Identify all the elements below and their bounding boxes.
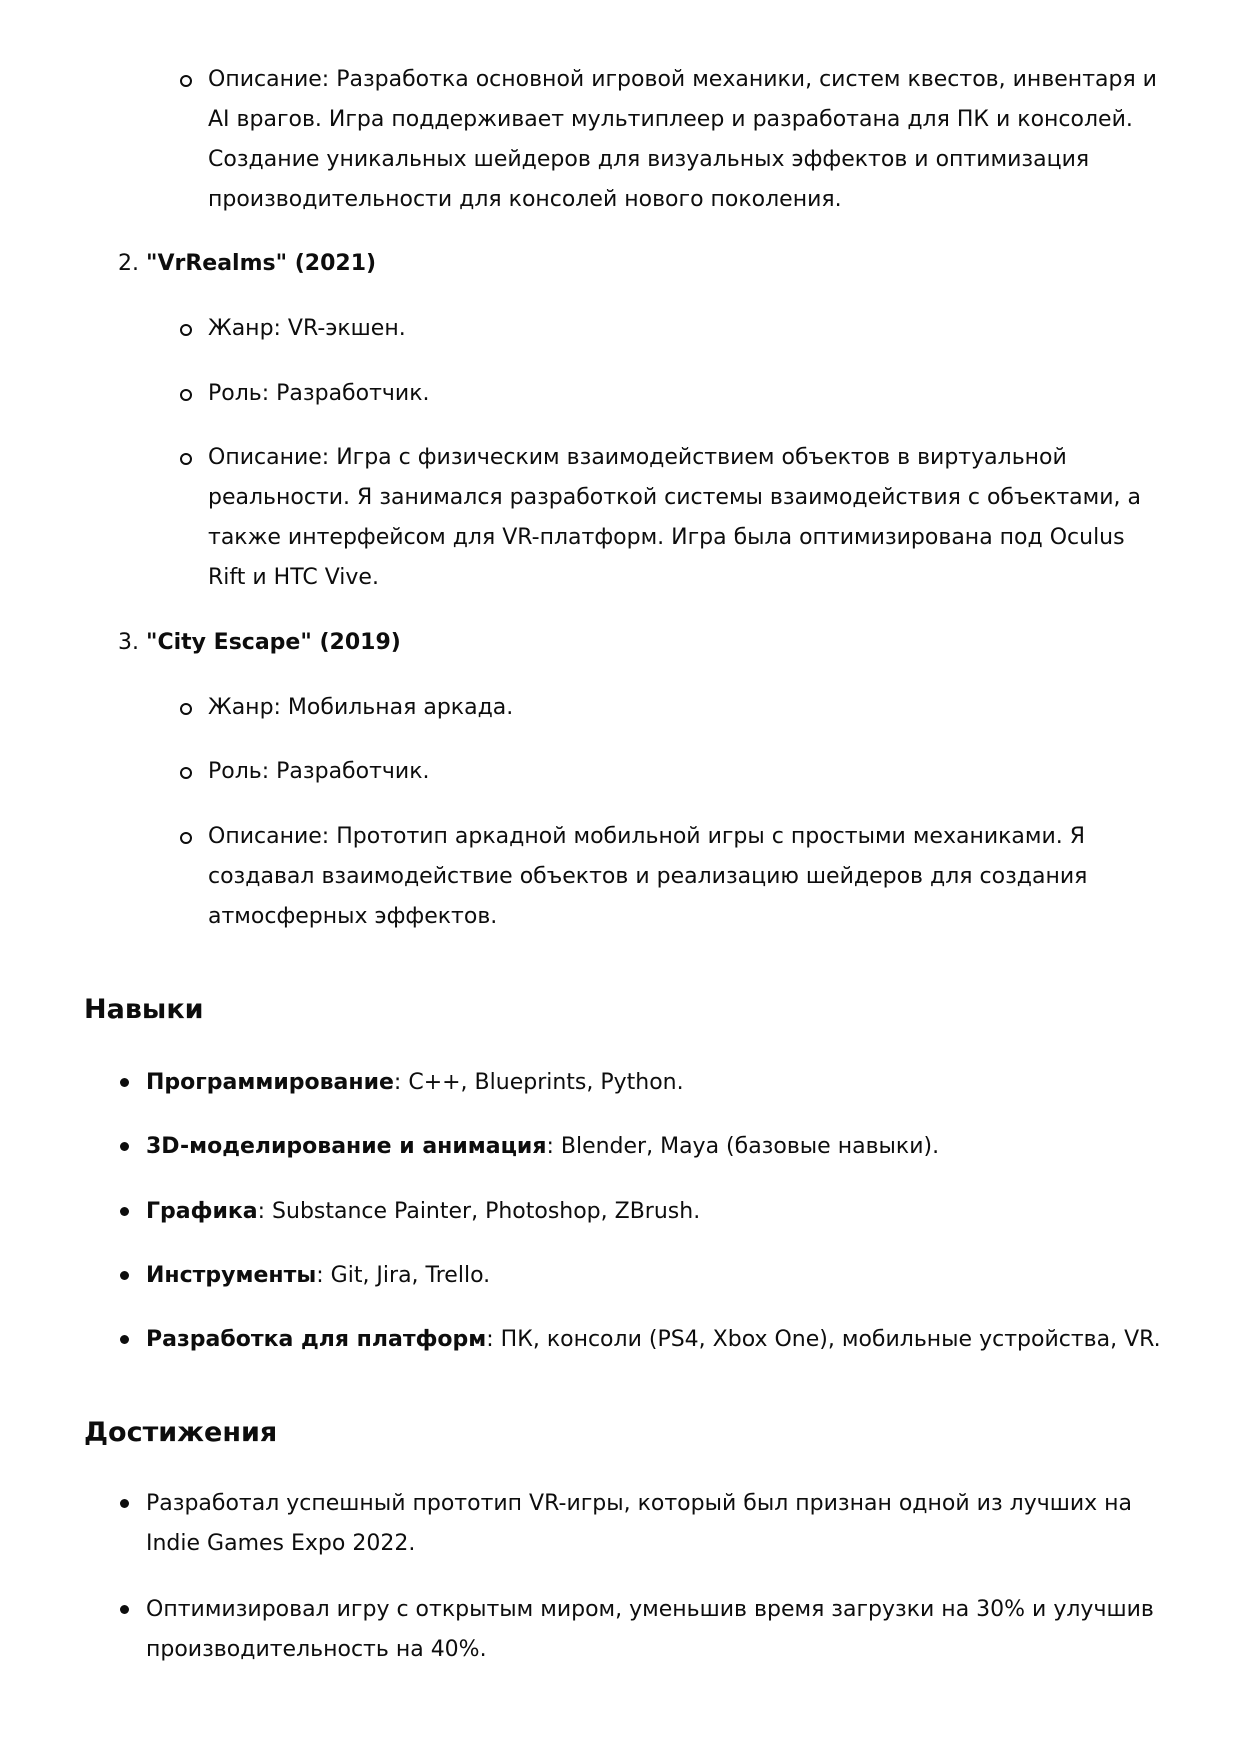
skill-label: Программирование [146,1070,394,1095]
skill-label: 3D-моделирование и анимация [146,1134,547,1159]
project3-role-item [208,752,1168,792]
skill-value: : Blender, Maya (базовые навыки). [546,1134,940,1159]
skill-item [146,1256,1166,1296]
project3-genre-item [208,688,1168,728]
project3-title: "City Escape" (2019) [146,630,401,655]
hollow-circle-bullet-icon [180,832,192,844]
hollow-circle-bullet-icon [180,767,192,779]
project2-role: Роль: Разработчик. [208,381,430,406]
project3-description-item [208,817,1168,937]
skill-value: : ПК, консоли (PS4, Xbox One), мобильные устройства, VR. [486,1327,1161,1352]
filled-bullet-icon [120,1078,129,1087]
achievement-text: Разработал успешный прототип VR-игры, который был признан одной из лучших на Indie Games Expo 2022. [146,1491,1133,1556]
project2-header [118,244,377,284]
skills-heading: Навыки [84,994,204,1025]
filled-bullet-icon [120,1207,129,1216]
skill-value: : Git, Jira, Trello. [316,1263,491,1288]
skill-item [146,1063,1166,1103]
skill-value: : C++, Blueprints, Python. [393,1070,684,1095]
filled-bullet-icon [120,1605,129,1614]
skill-value: : Substance Painter, Photoshop, ZBrush. [257,1199,701,1224]
filled-bullet-icon [120,1499,129,1508]
project2-genre: Жанр: VR-экшен. [208,316,406,341]
achievements-heading: Достижения [84,1417,278,1448]
project2-role-item [208,374,1168,414]
achievement-item [146,1484,1166,1564]
skill-item [146,1320,1166,1360]
filled-bullet-icon [120,1271,129,1280]
hollow-circle-bullet-icon [180,453,192,465]
project2-description-item [208,438,1168,598]
hollow-circle-bullet-icon [180,703,192,715]
hollow-circle-bullet-icon [180,75,192,87]
skill-item [146,1127,1166,1167]
project1-description-item [208,60,1168,220]
filled-bullet-icon [120,1335,129,1344]
project2-genre-item [208,309,1168,349]
project3-number: 3. [118,630,139,655]
project3-description: Описание: Прототип аркадной мобильной игры с простыми механиками. Я создавал взаимодействие объектов и реализацию шейдеров для создания атмосферных эффектов. [208,824,1088,929]
achievement-item [146,1590,1166,1670]
hollow-circle-bullet-icon [180,389,192,401]
hollow-circle-bullet-icon [180,324,192,336]
project3-header [118,623,401,663]
project1-description: Описание: Разработка основной игровой механики, систем квестов, инвентаря и AI врагов. Игра поддерживает мультиплеер и разработана для ПК и консолей. Создание уникальных шейдеров для визуальных эффектов и оптимизация производительности для консолей нового поколения. [208,67,1157,212]
project2-title: "VrRealms" (2021) [146,251,377,276]
skill-label: Графика [146,1199,258,1224]
project3-role: Роль: Разработчик. [208,759,430,784]
project2-number: 2. [118,251,139,276]
filled-bullet-icon [120,1142,129,1151]
skill-label: Инструменты [146,1263,317,1288]
project3-genre: Жанр: Мобильная аркада. [208,695,514,720]
project2-description: Описание: Игра с физическим взаимодействием объектов в виртуальной реальности. Я занимался разработкой системы взаимодействия с объектами, а также интерфейсом для VR-платформ. Игра была оптимизирована под Oculus Rift и HTC Vive. [208,445,1142,590]
achievement-text: Оптимизировал игру с открытым миром, уменьшив время загрузки на 30% и улучшив производительность на 40%. [146,1597,1154,1662]
skill-item [146,1192,1166,1232]
skill-label: Разработка для платформ [146,1327,487,1352]
